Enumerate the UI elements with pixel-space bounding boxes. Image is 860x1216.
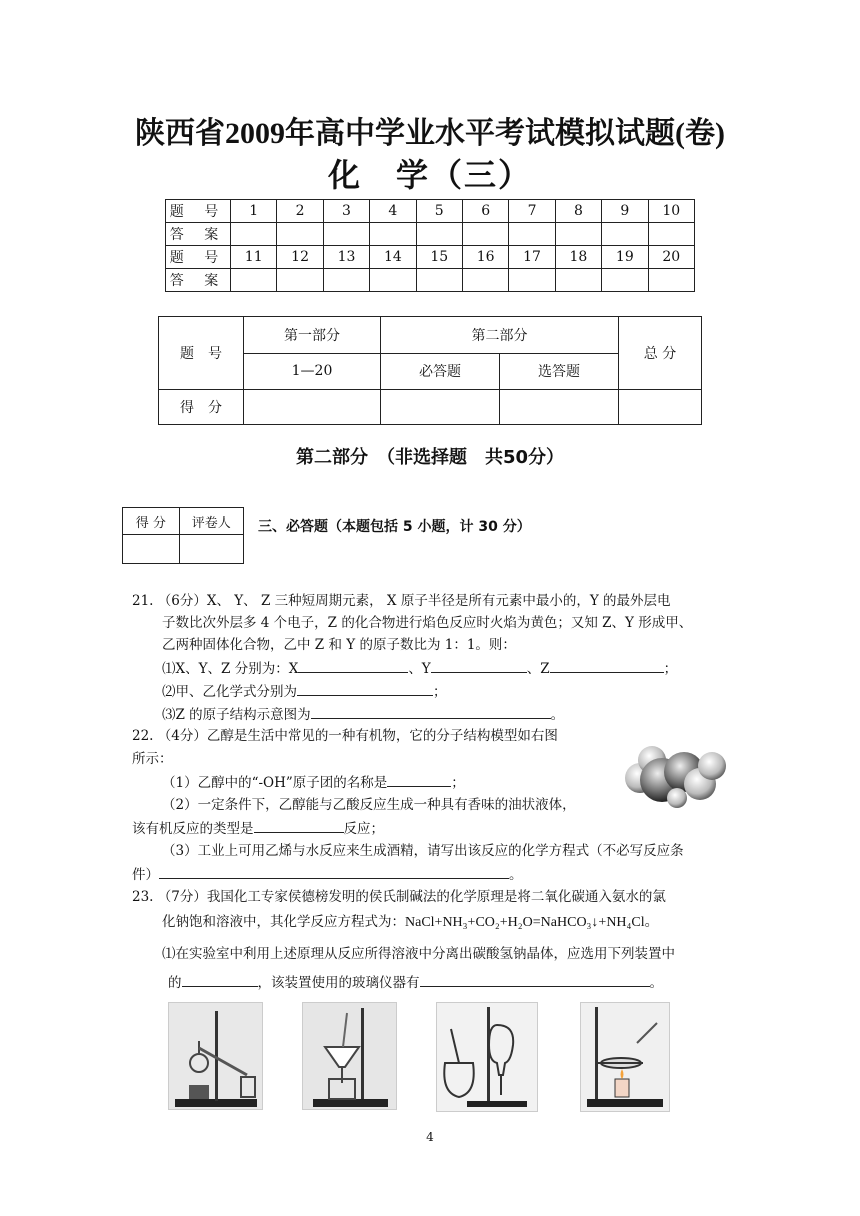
q21-line3: 乙两种固体化合物，乙中 Z 和 Y 的原子数比为 1：1。则： [162, 637, 516, 653]
answer-cell[interactable] [416, 269, 462, 292]
q21-sub1-y: 、Y [408, 661, 431, 677]
distillation-apparatus-icon [168, 1002, 263, 1110]
answer-cell[interactable] [231, 269, 277, 292]
answer-blank[interactable] [298, 658, 408, 673]
answer-blank[interactable] [431, 658, 527, 673]
answer-cell[interactable] [555, 269, 601, 292]
table-row [166, 200, 695, 223]
q23-line2 [162, 912, 659, 933]
row-label: 题 号 [166, 246, 231, 269]
question-number: 4 [370, 200, 416, 223]
grader-label: 评卷人 [179, 508, 243, 535]
answer-blank[interactable] [297, 681, 433, 696]
answer-cell[interactable] [370, 223, 416, 246]
q22-line1: 22. （4分）乙醇是生活中常见的一种有机物，它的分子结构模型如右图 [132, 728, 558, 744]
question-number: 20 [648, 246, 694, 269]
answer-blank[interactable] [550, 658, 664, 673]
table-row [159, 317, 702, 354]
punctuation: ； [433, 684, 447, 700]
q21-sub1 [162, 658, 677, 679]
table-row [159, 390, 702, 425]
question-number: 18 [555, 246, 601, 269]
answer-cell[interactable] [416, 223, 462, 246]
q22-sub2b [132, 818, 384, 839]
answer-blank[interactable] [159, 864, 509, 879]
punctuation: 。 [550, 707, 565, 723]
score-cell[interactable] [381, 390, 500, 425]
score-label: 得 分 [123, 508, 180, 535]
punctuation: ； [663, 661, 678, 677]
answer-cell[interactable] [602, 223, 648, 246]
required-cell: 必答题 [381, 353, 500, 390]
question-number: 16 [462, 246, 508, 269]
question-number: 13 [323, 246, 369, 269]
row-label: 答 案 [166, 223, 231, 246]
q21-sub2 [162, 681, 447, 702]
optional-cell: 选答题 [500, 353, 619, 390]
answer-blank[interactable] [387, 772, 451, 787]
score-label: 得 分 [159, 390, 244, 425]
part2-heading: 第二部分 （非选择题 共50分） [295, 447, 565, 468]
answer-cell[interactable] [555, 223, 601, 246]
section3-heading: 三、必答题（本题包括 5 小题，计 30 分） [258, 519, 531, 535]
score-cell[interactable] [500, 390, 619, 425]
q22-sub1 [162, 772, 465, 793]
range-cell: 1—20 [244, 353, 381, 390]
answer-cell[interactable] [462, 269, 508, 292]
q23-line2-text: 化钠饱和溶液中，其化学反应方程式为： [162, 914, 405, 930]
separatory-funnel-apparatus-icon [436, 1002, 538, 1112]
q23-line1: 23. （7分）我国化工专家侯德榜发明的侯氏制碱法的化学原理是将二氧化碳通入氨水的氯 [132, 889, 666, 905]
q22-line2: 所示： [132, 751, 173, 767]
exam-subtitle: 化 学（三） [327, 156, 532, 194]
answer-blank[interactable] [311, 704, 551, 719]
ethanol-molecule-model-icon [622, 738, 732, 808]
q21-line1: 21. （6分）X、 Y、 Z 三种短周期元素， X 原子半径是所有元素中最小的，Y 的最外层电 [132, 593, 671, 609]
q22-sub2b-end: 反应； [343, 821, 384, 837]
q21-sub2-text: ⑵甲、乙化学式分别为 [162, 684, 297, 700]
answer-cell[interactable] [509, 223, 555, 246]
question-number: 10 [648, 200, 694, 223]
question-number: 12 [277, 246, 323, 269]
question-number: 1 [231, 200, 277, 223]
table-row [123, 535, 244, 564]
q21-line2: 子数比次外层多 4 个电子，Z 的化合物进行焰色反应时火焰为黄色；又知 Z、Y 形成甲、 [162, 615, 693, 631]
table-row [123, 508, 244, 535]
answer-table [165, 199, 695, 292]
answer-cell[interactable] [370, 269, 416, 292]
total-header: 总 分 [619, 317, 702, 390]
question-number: 5 [416, 200, 462, 223]
score-table [158, 316, 702, 425]
answer-blank[interactable] [420, 972, 650, 987]
answer-cell[interactable] [277, 223, 323, 246]
chemical-equation: NaCl+NH₃+CO₂+H₂O=NaHCO₃↓+NH₄Cl。 [405, 915, 659, 930]
q23-sub1b [168, 972, 663, 993]
question-number: 8 [555, 200, 601, 223]
part1-header: 第一部分 [244, 317, 381, 354]
score-cell[interactable] [123, 535, 180, 564]
exam-title: 陕西省2009年高中学业水平考试模拟试题(卷) [135, 117, 725, 150]
question-number: 7 [509, 200, 555, 223]
q21-sub3-text: ⑶Z 的原子结构示意图为 [162, 707, 311, 723]
filtration-apparatus-icon [302, 1002, 397, 1110]
part2-header: 第二部分 [381, 317, 619, 354]
answer-cell[interactable] [602, 269, 648, 292]
answer-cell[interactable] [648, 223, 694, 246]
q21-sub1-z: 、Z [526, 661, 550, 677]
answer-cell[interactable] [648, 269, 694, 292]
question-number: 19 [602, 246, 648, 269]
question-number: 9 [602, 200, 648, 223]
q-label: 题 号 [159, 317, 244, 390]
q22-sub1-text: （1）乙醇中的“-OH”原子团的名称是 [162, 775, 388, 791]
q21-sub1-x: ⑴X、Y、Z 分别为：X [162, 661, 299, 677]
q23-sub1b-text: 的 [168, 975, 182, 991]
grader-cell[interactable] [179, 535, 243, 564]
q22-sub3b-text: 件） [132, 867, 159, 883]
table-row [166, 246, 695, 269]
answer-blank[interactable] [254, 818, 344, 833]
punctuation: 。 [509, 867, 523, 883]
question-number: 15 [416, 246, 462, 269]
question-number: 14 [370, 246, 416, 269]
question-number: 11 [231, 246, 277, 269]
question-number: 3 [323, 200, 369, 223]
row-label: 答 案 [166, 269, 231, 292]
answer-cell[interactable] [231, 223, 277, 246]
answer-cell[interactable] [277, 269, 323, 292]
question-number: 6 [462, 200, 508, 223]
answer-blank[interactable] [182, 972, 258, 987]
table-row [166, 269, 695, 292]
answer-cell[interactable] [509, 269, 555, 292]
evaporation-apparatus-icon [580, 1002, 670, 1112]
row-label: 题 号 [166, 200, 231, 223]
table-row [166, 223, 695, 246]
punctuation: ； [451, 775, 465, 791]
q23-sub1b-mid: ，该装置使用的玻璃仪器有 [257, 975, 420, 991]
q22-sub2: （2）一定条件下，乙醇能与乙酸反应生成一种具有香味的油状液体， [162, 797, 576, 813]
q23-sub1: ⑴在实验室中利用上述原理从反应所得溶液中分离出碳酸氢钠晶体，应选用下列装置中 [162, 946, 675, 962]
grader-box [122, 507, 244, 564]
q22-sub3: （3）工业上可用乙烯与水反应来生成酒精，请写出该反应的化学方程式（不必写反应条 [162, 843, 684, 859]
score-cell[interactable] [619, 390, 702, 425]
question-number: 2 [277, 200, 323, 223]
answer-cell[interactable] [323, 269, 369, 292]
q21-sub3 [162, 704, 564, 725]
answer-cell[interactable] [323, 223, 369, 246]
page-number: 4 [426, 1130, 434, 1144]
q22-sub3b [132, 864, 523, 885]
question-number: 17 [509, 246, 555, 269]
punctuation: 。 [649, 975, 663, 991]
score-cell[interactable] [244, 390, 381, 425]
answer-cell[interactable] [462, 223, 508, 246]
q22-sub2b-text: 该有机反应的类型是 [132, 821, 254, 837]
